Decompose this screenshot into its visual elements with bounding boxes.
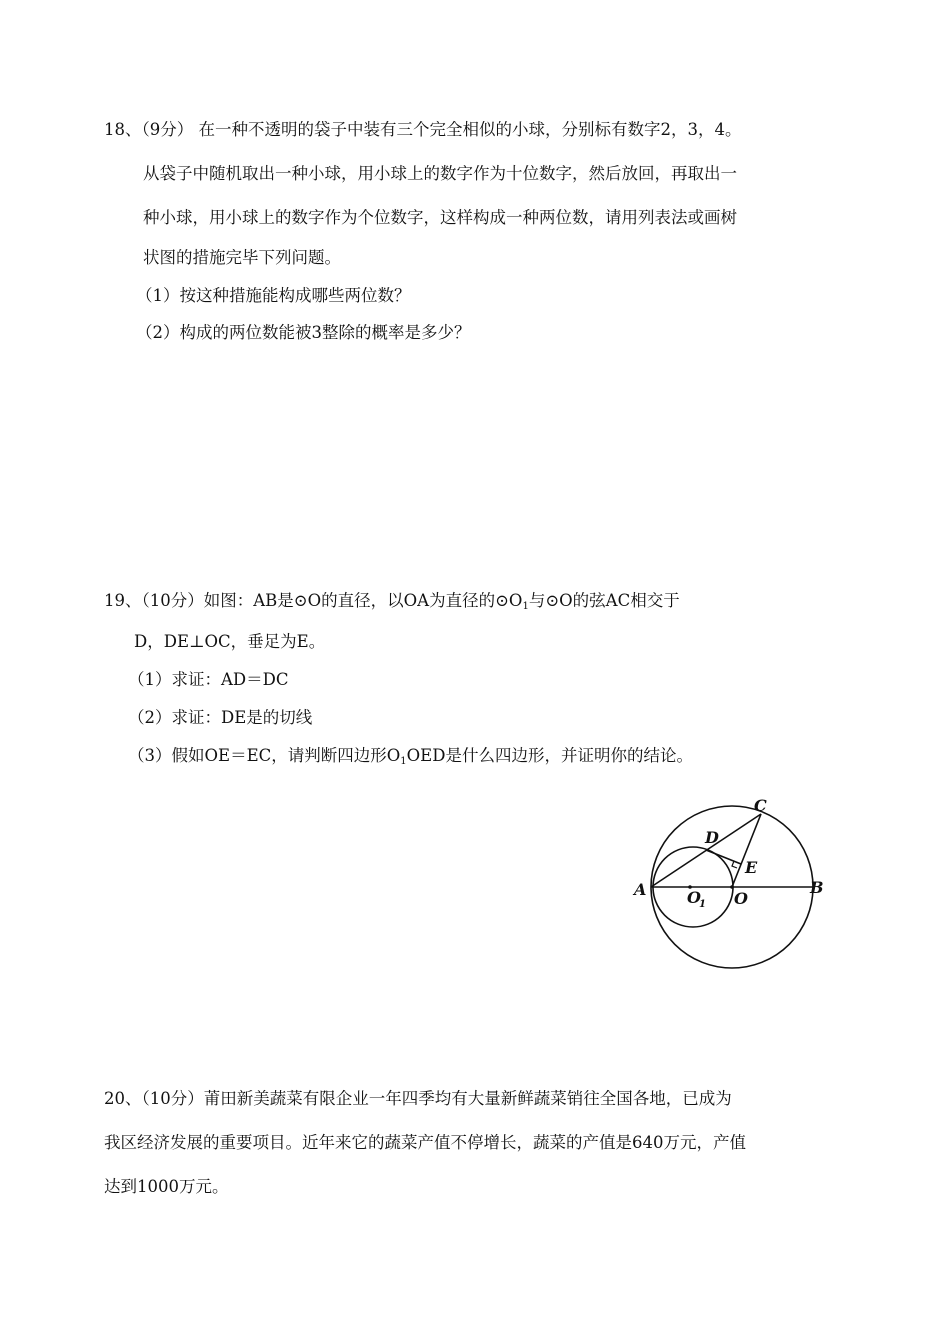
label-e: E <box>745 858 758 877</box>
label-o1-subscript: 1 <box>699 899 706 910</box>
label-a: A <box>634 880 647 899</box>
q20-heading: 20、（10分）莆田新美蔬菜有限企业一年四季均有大量新鲜蔬菜销往全国各地，已成为 <box>104 1089 732 1108</box>
q19-part-3-subscript: 1 <box>400 756 407 767</box>
q19-heading-a: 19、（10分）如图：AB是⊙O的直径，以OA为直径的⊙O <box>104 591 523 610</box>
q18-text-line-3: 种小球，用小球上的数字作为个位数字，这样构成一种两位数，请用列表法或画树 <box>143 208 737 227</box>
circle-geometry-figure <box>630 793 830 983</box>
q18-text-line-4: 状图的措施完毕下列问题。 <box>143 248 341 267</box>
q19-part-2: （2）求证：DE是的切线 <box>128 708 313 727</box>
q19-heading-b: 与⊙O的弦AC相交于 <box>528 591 680 610</box>
q19-part-3-b: OED是什么四边形，并证明你的结论。 <box>406 746 693 765</box>
q19-part-3 <box>128 745 693 773</box>
q18-heading: 18、（9分） 在一种不透明的袋子中装有三个完全相似的小球，分别标有数字2，3，4。 <box>104 120 742 139</box>
q18-part-1: （1）按这种措施能构成哪些两位数？ <box>136 286 411 305</box>
label-c: C <box>754 796 767 815</box>
label-o1: O <box>687 888 701 907</box>
q19-part-3-a: （3）假如OE＝EC，请判断四边形O <box>128 746 401 765</box>
label-o: O <box>734 889 748 908</box>
q20-text-line-3: 达到1000万元。 <box>104 1177 229 1196</box>
q20-text-line-2: 我区经济发展的重要项目。近年来它的蔬菜产值不停增长，蔬菜的产值是640万元，产值 <box>104 1133 746 1152</box>
q19-heading <box>104 590 680 618</box>
label-d: D <box>705 828 719 847</box>
label-b: B <box>810 878 824 897</box>
q19-text-line-2: D，DE⊥OC，垂足为E。 <box>134 632 326 651</box>
q18-text-line-2: 从袋子中随机取出一种小球，用小球上的数字作为十位数字，然后放回，再取出一 <box>143 164 737 183</box>
q19-heading-subscript: 1 <box>522 601 529 612</box>
q18-part-2: （2）构成的两位数能被3整除的概率是多少？ <box>136 323 471 342</box>
q19-part-1: （1）求证：AD＝DC <box>128 670 289 689</box>
